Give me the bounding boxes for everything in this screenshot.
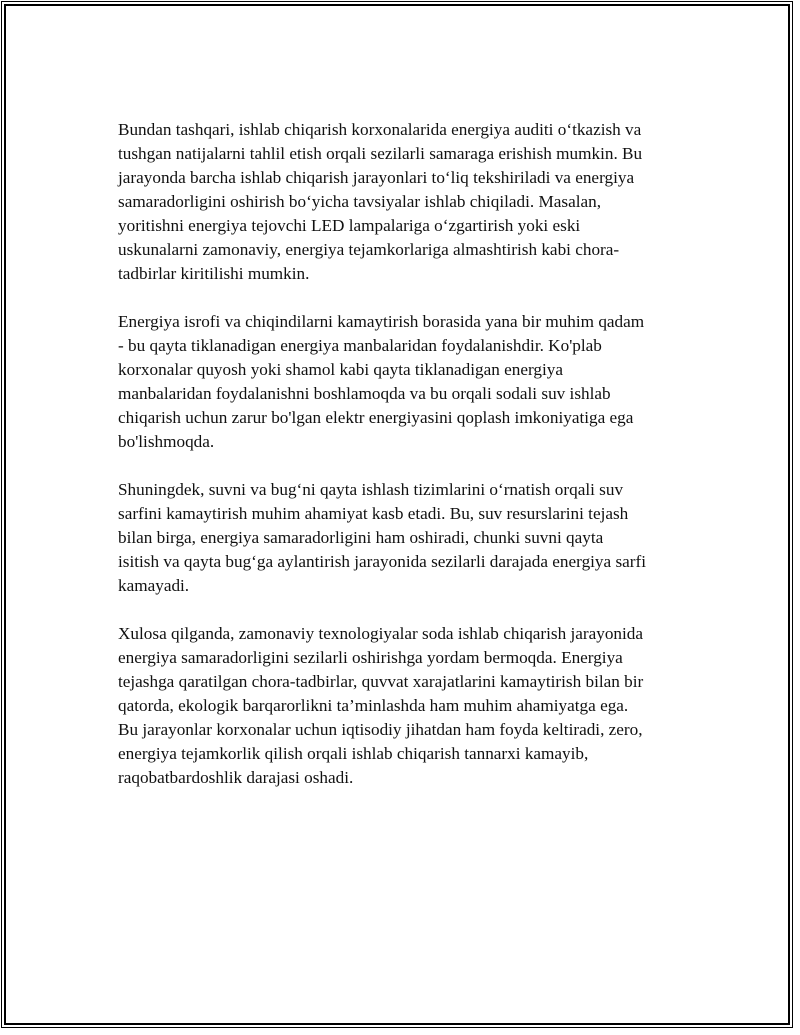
text-line: tushgan natijalarni tahlil etish orqali sezilarli samaraga erishish mumkin. Bu bbox=[118, 144, 643, 163]
paragraph-renewable-energy bbox=[118, 310, 678, 454]
text-line: tejashga qaratilgan chora-tadbirlar, quvvat xarajatlarini kamaytirish bilan bir bbox=[118, 672, 644, 691]
text-line: chiqarish uchun zarur bo'lgan elektr energiyasini qoplash imkoniyatiga ega bbox=[118, 408, 634, 427]
text-line: Energiya isrofi va chiqindilarni kamaytirish borasida yana bir muhim qadam bbox=[118, 312, 645, 331]
text-line: Shuningdek, suvni va bug‘ni qayta ishlash tizimlarini o‘rnatish orqali suv bbox=[118, 480, 624, 499]
text-line: isitish va qayta bug‘ga aylantirish jarayonida sezilarli darajada energiya sarfi bbox=[118, 552, 646, 571]
text-line: kamayadi. bbox=[118, 576, 190, 595]
text-line: jarayonda barcha ishlab chiqarish jarayonlari to‘liq tekshiriladi va energiya bbox=[118, 168, 635, 187]
text-line: bo'lishmoqda. bbox=[118, 432, 215, 451]
text-line: manbalaridan foydalanishni boshlamoqda va bu orqali sodali suv ishlab bbox=[118, 384, 611, 403]
text-line: raqobatbardoshlik darajasi oshadi. bbox=[118, 768, 354, 787]
text-line: qatorda, ekologik barqarorlikni ta’minlashda ham muhim ahamiyatga ega. bbox=[118, 696, 629, 715]
text-line: korxonalar quyosh yoki shamol kabi qayta tiklanadigan energiya bbox=[118, 360, 564, 379]
text-line: energiya samaradorligini sezilarli oshirishga yordam bermoqda. Energiya bbox=[118, 648, 623, 667]
text-line: sarfini kamaytirish muhim ahamiyat kasb etadi. Bu, suv resurslarini tejash bbox=[118, 504, 629, 523]
text-line: Bundan tashqari, ishlab chiqarish korxonalarida energiya auditi o‘tkazish va bbox=[118, 120, 642, 139]
text-line: - bu qayta tiklanadigan energiya manbalaridan foydalanishdir. Ko'plab bbox=[118, 336, 602, 355]
text-line: yoritishni energiya tejovchi LED lampalariga o‘zgartirish yoki eski bbox=[118, 216, 581, 235]
text-line: bilan birga, energiya samaradorligini ham oshiradi, chunki suvni qayta bbox=[118, 528, 604, 547]
document-body bbox=[118, 118, 678, 814]
text-line: Bu jarayonlar korxonalar uchun iqtisodiy jihatdan ham foyda keltiradi, zero, bbox=[118, 720, 643, 739]
text-line: samaradorligini oshirish bo‘yicha tavsiyalar ishlab chiqiladi. Masalan, bbox=[118, 192, 602, 211]
text-line: tadbirlar kiritilishi mumkin. bbox=[118, 264, 310, 283]
paragraph-conclusion bbox=[118, 622, 678, 790]
text-line: uskunalarni zamonaviy, energiya tejamkorlariga almashtirish kabi chora- bbox=[118, 240, 620, 259]
paragraph-energy-audit bbox=[118, 118, 678, 286]
paragraph-water-recycling bbox=[118, 478, 678, 598]
text-line: Xulosa qilganda, zamonaviy texnologiyalar soda ishlab chiqarish jarayonida bbox=[118, 624, 644, 643]
text-line: energiya tejamkorlik qilish orqali ishlab chiqarish tannarxi kamayib, bbox=[118, 744, 589, 763]
